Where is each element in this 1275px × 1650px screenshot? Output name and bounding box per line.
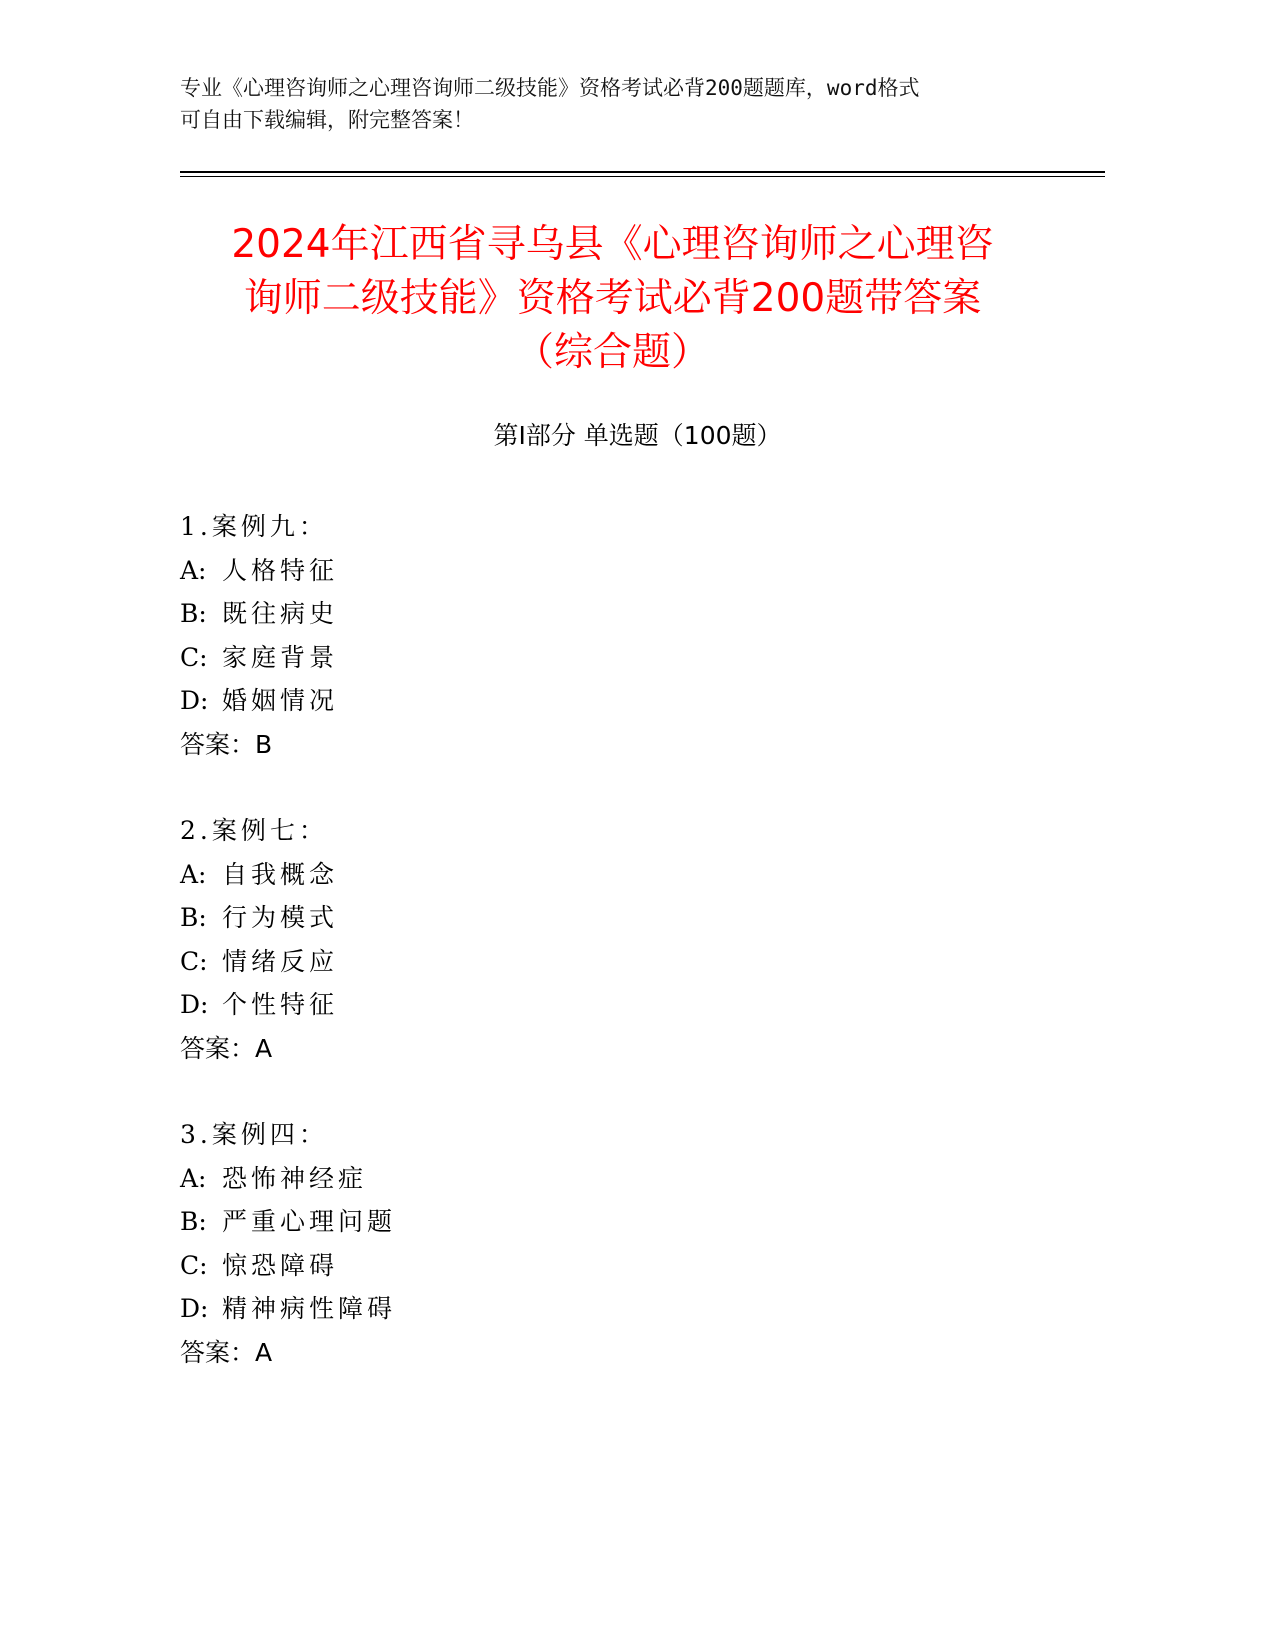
option-b: [180, 592, 1080, 636]
answer-line: 答案：B: [180, 729, 273, 759]
option-b: [180, 1200, 1080, 1244]
option-key: C:: [180, 946, 208, 976]
question-2: [180, 809, 1080, 1070]
option-key: B:: [180, 903, 207, 932]
option-b: [180, 896, 1080, 940]
answer-line: 答案：A: [180, 1337, 273, 1367]
option-key: D:: [180, 1294, 209, 1323]
option-key: D:: [180, 990, 209, 1019]
option-text: 自我概念: [222, 859, 339, 889]
option-key: D:: [180, 686, 209, 715]
option-c: [180, 636, 1080, 680]
option-d: [180, 983, 1080, 1027]
document-title-line-3: （综合题）: [514, 330, 710, 375]
option-text: 惊恐障碍: [222, 1250, 339, 1280]
option-c: [180, 1244, 1080, 1288]
option-key: B:: [180, 1207, 207, 1236]
document-title: [150, 218, 1075, 380]
option-d: [180, 679, 1080, 723]
option-a: [180, 853, 1080, 897]
option-a: [180, 549, 1080, 593]
option-text: 情绪反应: [222, 946, 339, 976]
header-note-line-2: 可自由下载编辑，附完整答案！: [180, 108, 474, 132]
option-key: C:: [180, 642, 208, 672]
option-key: A:: [180, 555, 207, 585]
option-key: A:: [180, 1163, 207, 1193]
option-key: A:: [180, 859, 207, 889]
option-text: 严重心理问题: [222, 1207, 397, 1236]
question-3: [180, 1113, 1080, 1374]
header-note-line-1: 专业《心理咨询师之心理咨询师二级技能》资格考试必背200题题库，word格式: [180, 76, 920, 100]
header-divider-thick: [180, 171, 1105, 173]
option-text: 家庭背景: [222, 642, 339, 672]
question-1: [180, 505, 1080, 766]
section-heading: 第Ⅰ部分 单选题（100题）: [493, 421, 782, 450]
option-text: 精神病性障碍: [222, 1294, 397, 1323]
question-stem: 2.案例七：: [180, 816, 328, 845]
option-text: 婚姻情况: [222, 686, 339, 715]
header-divider-thin: [180, 176, 1105, 177]
option-text: 人格特征: [222, 555, 339, 585]
option-a: [180, 1157, 1080, 1201]
answer-line: 答案：A: [180, 1033, 273, 1063]
question-stem: 3.案例四：: [180, 1120, 328, 1149]
question-list: [180, 505, 1080, 1417]
option-d: [180, 1287, 1080, 1331]
question-stem: 1.案例九：: [180, 512, 328, 541]
option-key: B:: [180, 599, 207, 628]
header-note: [180, 72, 1040, 136]
option-text: 个性特征: [222, 990, 339, 1019]
document-title-line-1: 2024年江西省寻乌县《心理咨询师之心理咨: [231, 222, 994, 267]
option-text: 行为模式: [222, 903, 339, 932]
option-text: 既往病史: [222, 599, 339, 628]
document-title-line-2: 询师二级技能》资格考试必背200题带答案: [243, 276, 982, 321]
option-text: 恐怖神经症: [222, 1163, 368, 1193]
option-key: C:: [180, 1250, 208, 1280]
option-c: [180, 940, 1080, 984]
